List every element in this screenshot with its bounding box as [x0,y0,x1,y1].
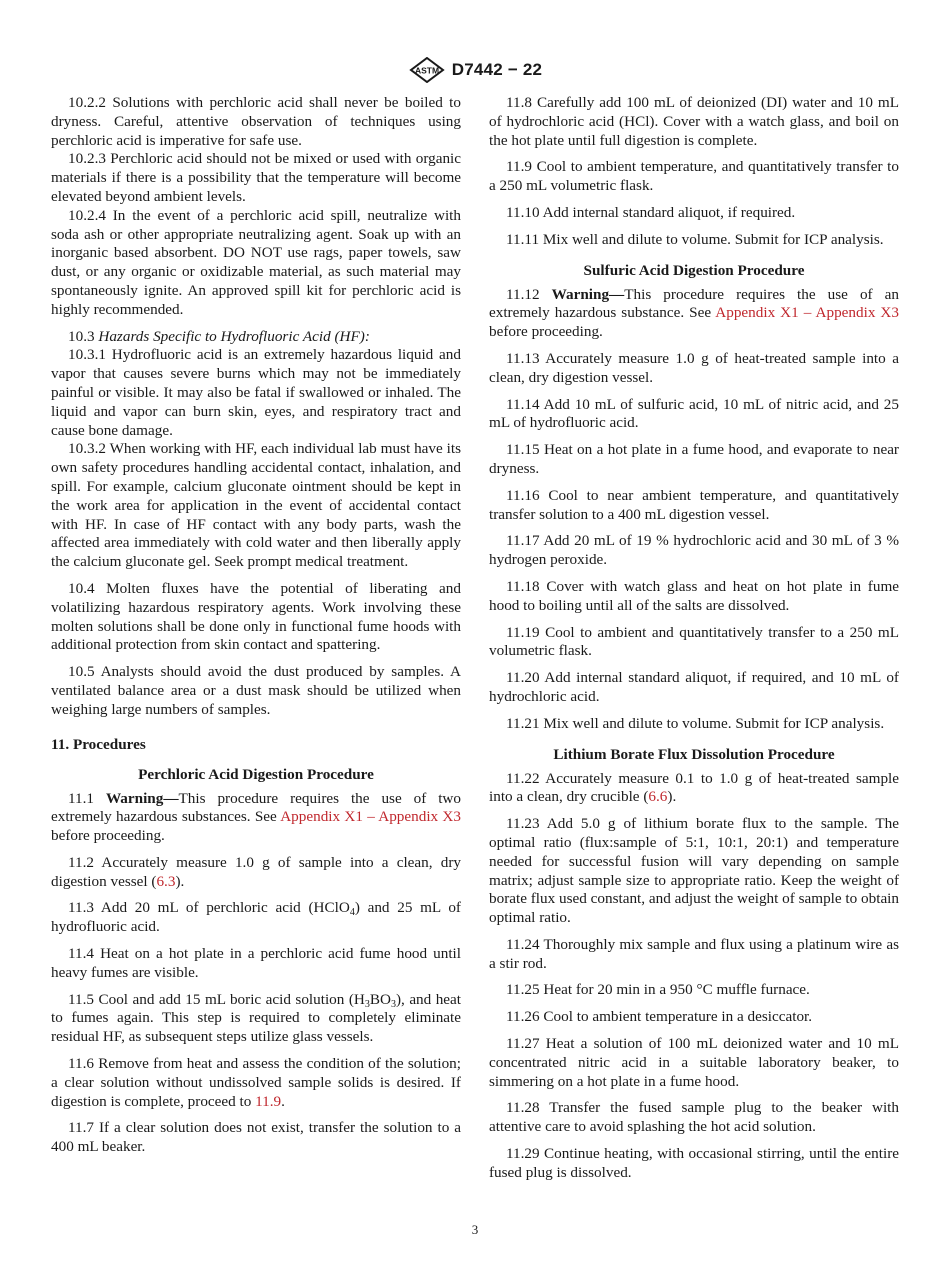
para-11-22-text: 11.22 Accurately measure 0.1 to 1.0 g of heat-treated sample into a clean, dry crucible ( [489,769,899,806]
ref-6-6-link[interactable]: 6.6 [648,788,668,806]
para-10-3-title: Hazards Specific to Hydrofluoric Acid (HF): [98,327,370,345]
section-11-heading: 11. Procedures [51,735,146,753]
para-10-3-2: 10.3.2 When working with HF, each individual lab must have its own safety procedures handling accidental contact, inhalation, and spill. For example, calcium gluconate ointment should be kept in the work area for application in the event of accidental contact with HF. In case of HF contact with any body parts, wash the affected area immediately with cold water and then liberally apply the calcium gluconate gel. Seek prompt medical treatment. [51,440,461,571]
para-11-3-subscript: 4 [349,907,355,919]
sulfuric-heading: Sulfuric Acid Digestion Procedure [583,261,805,279]
para-11-2-end: ). [175,872,185,890]
para-11-7: 11.7 If a clear solution does not exist, transfer the solution to a 400 mL beaker. [51,1119,461,1156]
para-11-24: 11.24 Thoroughly mix sample and flux using a platinum wire as a stir rod. [489,935,899,972]
warning-label: Warning— [551,285,625,303]
para-11-1 [51,790,461,846]
para-11-1-number: 11.1 [68,789,95,807]
para-11-5-part-a: 11.5 Cool and add 15 mL boric acid solution (H [68,990,365,1008]
para-10-2-4: 10.2.4 In the event of a perchloric acid spill, neutralize with soda ash or other appropriate neutralizing agent. Soak up with an inorganic based absorbent. DO NOT use rags, paper towels, saw dust, or any organic or oxidizable material, as such material may spontaneously ignite. An approved spill kit for perchloric acid is highly recommended. [51,206,461,318]
para-11-3 [51,899,461,937]
para-11-27: 11.27 Heat a solution of 100 mL deionized water and 10 mL concentrated nitric acid in a suitable laboratory beaker, to simmering on a hot plate in a fume hood. [489,1035,899,1090]
para-11-25: 11.25 Heat for 20 min in a 950 °C muffle furnace. [506,981,810,999]
para-11-12-text: This procedure requires the use of an extremely hazardous substance. See [489,285,899,322]
para-11-13: 11.13 Accurately measure 1.0 g of heat-treated sample into a clean, dry digestion vessel. [489,349,899,386]
para-11-4: 11.4 Heat on a hot plate in a perchloric acid fume hood until heavy fumes are visible. [51,945,461,981]
para-11-6 [51,1055,461,1111]
para-11-5-part-b: BO [369,990,391,1008]
para-10-4: 10.4 Molten fluxes have the potential of liberating and volatilizing hazardous respiratory agents. Work involving these molten solutions shall be done only in functional fume hoods with additional protection from skin contact and spattering. [51,579,461,654]
document-id: D7442 − 22 [451,60,543,79]
para-11-2-text: 11.2 Accurately measure 1.0 g of sample into a clean, dry digestion vessel ( [51,853,461,890]
para-10-3 [51,328,461,347]
para-11-1-end: before proceeding. [51,827,165,845]
para-11-1-text: This procedure requires the use of two extremely hazardous substances. See [51,789,461,826]
para-11-12-number: 11.12 [506,285,540,303]
para-10-3-number: 10.3 [68,327,95,345]
para-11-5-subscript-1: 3 [364,998,370,1010]
para-11-20: 11.20 Add internal standard aliquot, if required, and 10 mL of hydrochloric acid. [489,669,899,705]
warning-label: Warning— [105,789,179,807]
right-column [489,94,899,1183]
para-11-19: 11.19 Cool to ambient and quantitatively transfer to a 250 mL volumetric flask. [489,623,899,660]
para-11-11: 11.11 Mix well and dilute to volume. Submit for ICP analysis. [506,230,884,248]
para-10-3-1: 10.3.1 Hydrofluoric acid is an extremely hazardous liquid and vapor that causes severe burns which may not be immediately painful or visible. It may also be fatal if swallowed or inhaled. The liquid and vapor can burn skin, eyes, and respiratory tract and cause bone damage. [51,346,461,439]
astm-logo [408,57,446,83]
para-11-5 [51,991,461,1047]
para-11-8: 11.8 Carefully add 100 mL of deionized (DI) water and 10 mL of hydrochloric acid (HCl). Cover with a watch glass, and boil on the hot plate until full digestion is complete. [489,94,899,149]
para-11-16: 11.16 Cool to near ambient temperature, and quantitatively transfer solution to a 400 mL digestion vessel. [489,486,899,523]
para-11-12-end: before proceeding. [489,323,603,341]
ref-6-3-link[interactable]: 6.3 [156,872,176,890]
para-11-28: 11.28 Transfer the fused sample plug to the beaker with attentive care to avoid splashing the hot acid solution. [489,1099,899,1136]
para-11-21: 11.21 Mix well and dilute to volume. Submit for ICP analysis. [506,714,885,732]
lithium-heading: Lithium Borate Flux Dissolution Procedure [553,745,835,763]
para-11-12 [489,286,899,342]
para-10-2-2: 10.2.2 Solutions with perchloric acid shall never be boiled to dryness. Careful, attentive observation of techniques using perchloric acid is imperative for safe use. [51,94,461,149]
para-11-15: 11.15 Heat on a hot plate in a fume hood, and evaporate to near dryness. [489,441,899,477]
para-11-6-text: 11.6 Remove from heat and assess the condition of the solution; a clear solution without undissolved sample solids is desired. If digestion is complete, proceed to [51,1055,461,1110]
appendix-link[interactable]: Appendix X1 – Appendix X3 [280,808,461,826]
page-number: 3 [471,1222,479,1237]
para-11-22-end: ). [667,788,677,806]
para-10-5: 10.5 Analysts should avoid the dust produced by samples. A ventilated balance area or a dust mask should be utilized when weighing large numbers of samples. [51,663,461,718]
para-11-3-part-b: ) and 25 mL of hydrofluoric acid. [51,899,461,936]
para-10-2-3: 10.2.3 Perchloric acid should not be mixed or used with organic materials if there is a possibility that the temperature will become elevated beyond ambient levels. [51,150,461,205]
page-header [0,56,950,84]
left-column [51,94,461,1157]
para-11-9: 11.9 Cool to ambient temperature, and quantitatively transfer to a 250 mL volumetric flask. [489,158,899,195]
para-11-14: 11.14 Add 10 mL of sulfuric acid, 10 mL of nitric acid, and 25 mL of hydrofluoric acid. [489,395,899,432]
para-11-3-part-a: 11.3 Add 20 mL of perchloric acid (HClO [68,899,350,917]
para-11-17: 11.17 Add 20 mL of 19 % hydrochloric acid and 30 mL of 3 % hydrogen peroxide. [489,532,899,569]
para-11-29: 11.29 Continue heating, with occasional stirring, until the entire fused plug is dissolved. [489,1145,899,1181]
para-11-10: 11.10 Add internal standard aliquot, if required. [506,203,796,221]
para-11-2 [51,854,461,892]
astm-logo-text: ASTM [414,65,439,76]
ref-11-9-link[interactable]: 11.9 [255,1092,282,1110]
perchloric-heading: Perchloric Acid Digestion Procedure [138,765,374,783]
para-11-5-subscript-2: 3 [390,998,396,1010]
para-11-6-end: . [281,1092,285,1110]
para-11-23: 11.23 Add 5.0 g of lithium borate flux to the sample. The optimal ratio (flux:sample of 5:1, 10:1, 20:1) and temperature needed for successful fusion will vary depending on sample matrix; adjust sample size to appropriate ratio. Keep the weight of borate flux used constant, and adjust the weight of sample to obtain optimal ratio. [489,815,899,927]
para-11-26: 11.26 Cool to ambient temperature in a desiccator. [506,1008,813,1026]
para-11-18: 11.18 Cover with watch glass and heat on hot plate in fume hood to boiling until all of the salts are dissolved. [489,577,899,614]
appendix-link[interactable]: Appendix X1 – Appendix X3 [715,304,899,322]
para-11-22 [489,770,899,808]
para-11-5-part-c: ), and heat to fumes again. This step is required to completely eliminate residual HF, as subsequent steps utilize glass vessels. [51,990,462,1046]
